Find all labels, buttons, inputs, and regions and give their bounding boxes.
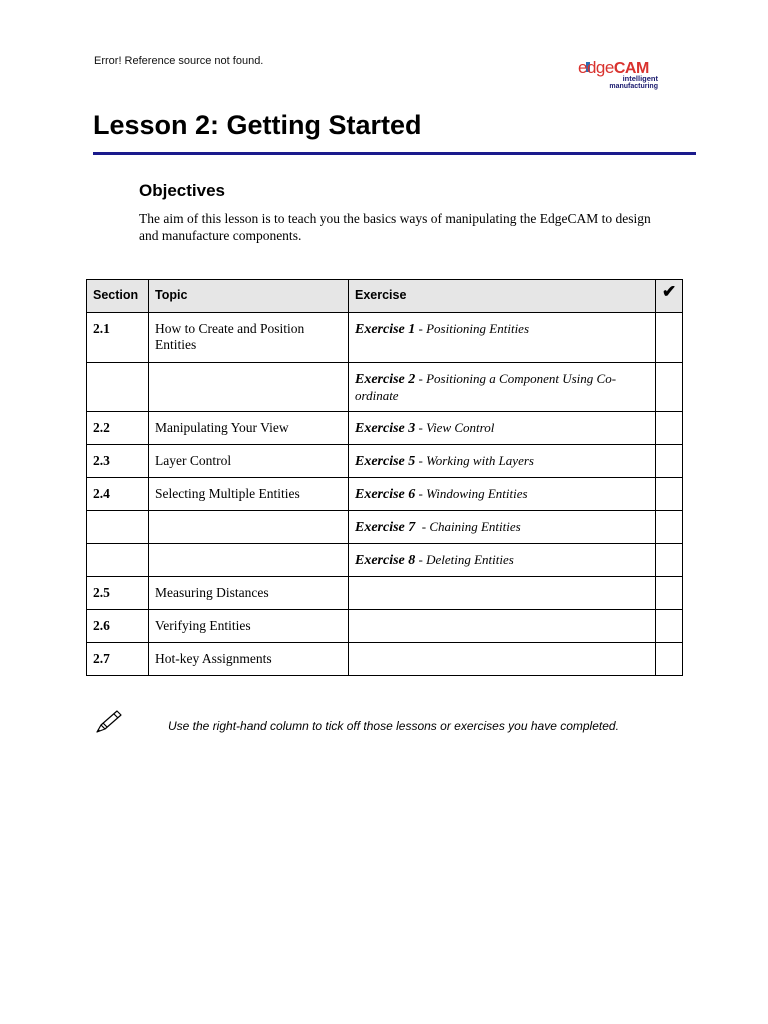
tick-cell[interactable]: [656, 363, 683, 412]
exercise-cell: [349, 577, 656, 610]
note-row: [93, 708, 693, 738]
header-section: Section: [87, 280, 149, 313]
tick-cell[interactable]: [656, 511, 683, 544]
exercise-name: Exercise 3: [355, 421, 416, 436]
tick-cell[interactable]: [656, 445, 683, 478]
exercise-cell: [349, 544, 656, 577]
pencil-icon: [93, 708, 125, 736]
exercise-desc: - Chaining Entities: [415, 519, 521, 534]
section-cell: 2.2: [87, 412, 149, 445]
exercise-cell: [349, 511, 656, 544]
tick-cell[interactable]: [656, 610, 683, 643]
tick-cell[interactable]: [656, 412, 683, 445]
section-cell: 2.1: [87, 313, 149, 363]
note-text: Use the right-hand column to tick off those lessons or exercises you have completed.: [168, 719, 619, 733]
section-cell: 2.4: [87, 478, 149, 511]
table-header-row: [87, 280, 683, 313]
objectives-heading: Objectives: [139, 181, 225, 200]
lesson-table: [86, 279, 683, 676]
section-cell: [87, 511, 149, 544]
topic-cell: Manipulating Your View: [149, 412, 349, 445]
logo-tagline-2: manufacturing: [609, 83, 658, 90]
table-row: [87, 544, 683, 577]
tick-cell[interactable]: [656, 478, 683, 511]
exercise-name: Exercise 5: [355, 454, 416, 469]
exercise-name: Exercise 1: [355, 322, 416, 337]
logo-cam-text: CAM: [613, 60, 649, 77]
title-divider: [93, 152, 696, 155]
exercise-desc: - Deleting Entities: [415, 552, 514, 567]
table-row: [87, 412, 683, 445]
edgecam-logo: [578, 58, 660, 94]
exercise-name: Exercise 6: [355, 487, 416, 502]
exercise-desc: - Positioning a Component Using Co-ordinate: [355, 371, 617, 403]
table-row: [87, 445, 683, 478]
exercise-cell: [349, 445, 656, 478]
section-cell: 2.6: [87, 610, 149, 643]
exercise-cell: [349, 412, 656, 445]
logo-edge-text: edge: [578, 58, 614, 77]
topic-cell: [149, 544, 349, 577]
exercise-cell: [349, 610, 656, 643]
exercise-desc: - View Control: [415, 420, 495, 435]
tick-cell[interactable]: [656, 577, 683, 610]
topic-cell: Selecting Multiple Entities: [149, 478, 349, 511]
topic-cell: Hot-key Assignments: [149, 643, 349, 676]
exercise-name: Exercise 7: [355, 520, 416, 535]
header-topic: Topic: [149, 280, 349, 313]
tick-cell[interactable]: [656, 313, 683, 363]
topic-cell: Layer Control: [149, 445, 349, 478]
section-cell: [87, 544, 149, 577]
section-cell: [87, 363, 149, 412]
header-exercise: Exercise: [349, 280, 656, 313]
exercise-desc: - Positioning Entities: [415, 321, 530, 336]
header-reference-note: Error! Reference source not found.: [94, 55, 264, 67]
table-row: [87, 610, 683, 643]
page-title: Lesson 2: Getting Started: [93, 110, 422, 140]
exercise-cell: [349, 478, 656, 511]
header-checkmark-icon: ✔: [656, 280, 683, 313]
section-cell: 2.3: [87, 445, 149, 478]
table-row: [87, 478, 683, 511]
table-row: [87, 363, 683, 412]
section-cell: 2.5: [87, 577, 149, 610]
exercise-desc: - Working with Layers: [415, 453, 534, 468]
topic-cell: [149, 511, 349, 544]
topic-cell: Verifying Entities: [149, 610, 349, 643]
exercise-name: Exercise 2: [355, 372, 416, 387]
exercise-name: Exercise 8: [355, 553, 416, 568]
exercise-cell: [349, 643, 656, 676]
tick-cell[interactable]: [656, 643, 683, 676]
logo-tagline-1: intelligent: [622, 74, 658, 83]
exercise-cell: [349, 313, 656, 363]
topic-cell: Measuring Distances: [149, 577, 349, 610]
table-row: [87, 577, 683, 610]
exercise-cell: [349, 363, 656, 412]
table-row: [87, 643, 683, 676]
exercise-desc: - Windowing Entities: [415, 486, 528, 501]
objectives-text: The aim of this lesson is to teach you the basics ways of manipulating the EdgeCAM to design and manufacture components.: [139, 211, 651, 243]
tick-cell[interactable]: [656, 544, 683, 577]
table-row: [87, 313, 683, 363]
section-cell: 2.7: [87, 643, 149, 676]
topic-cell: How to Create and Position Entities: [149, 313, 349, 363]
topic-cell: [149, 363, 349, 412]
table-row: [87, 511, 683, 544]
